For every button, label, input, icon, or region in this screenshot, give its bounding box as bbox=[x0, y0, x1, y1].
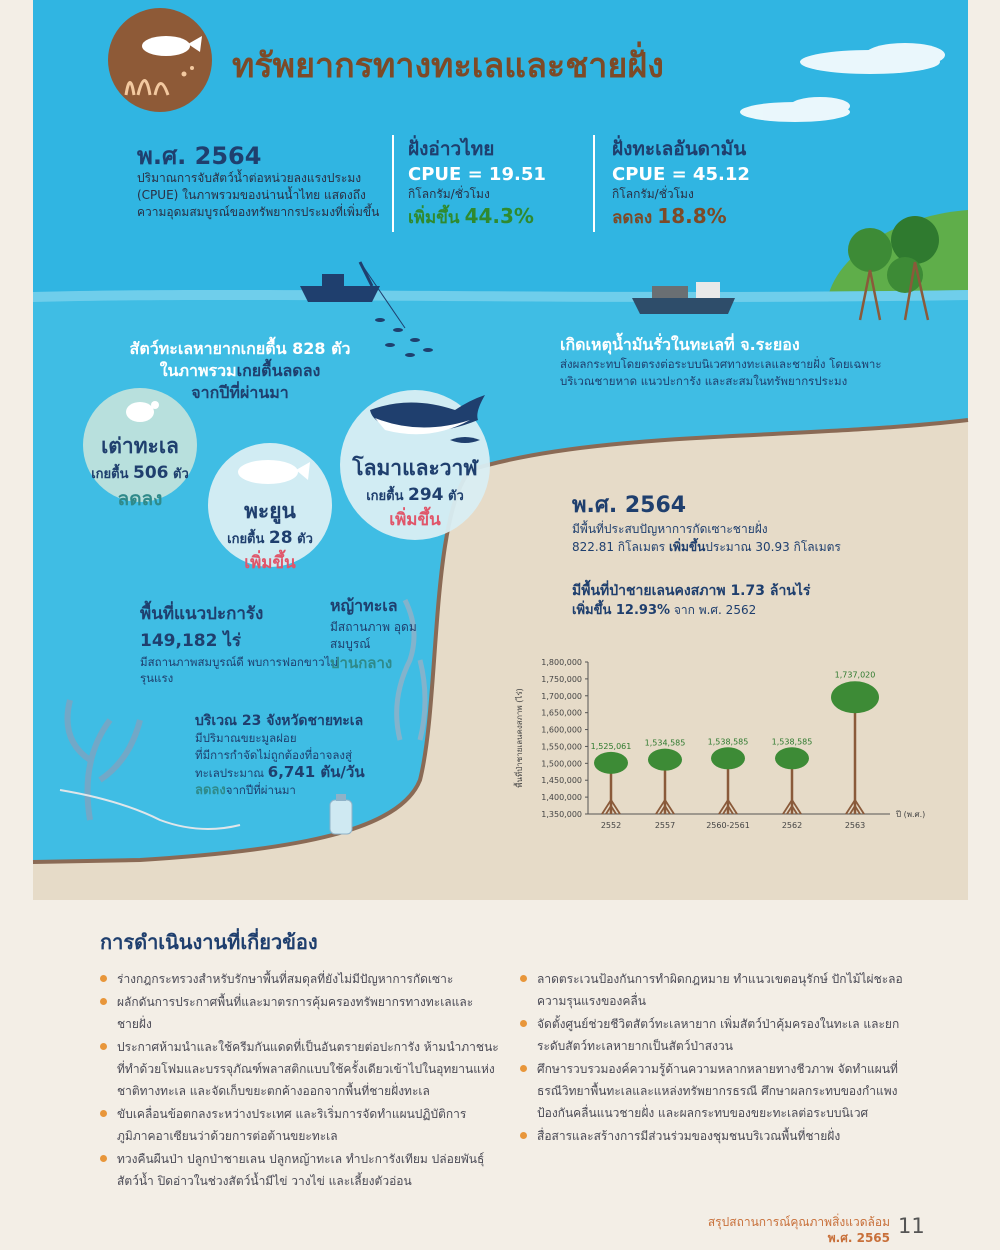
bullet-icon bbox=[100, 1043, 107, 1050]
cpue-description: ปริมาณการจับสัตว์น้ำต่อหน่วยลงแรงประมง (CPUE) ในภาพรวมของน่านน้ำไทย แสดงถึงความอุดมสมบูรณ์ของทรัพยากรประมงที่เพิ่มขึ้น bbox=[137, 171, 380, 219]
operations-item bbox=[100, 1148, 500, 1192]
waste-line4-prefix: ทะเลประมาณ bbox=[195, 766, 265, 780]
whale-name: โลมาและวาฬ bbox=[352, 456, 478, 480]
bullet-icon bbox=[100, 1155, 107, 1162]
marine-title-line3: จากปีที่ผ่านมา bbox=[191, 383, 289, 402]
coral-block bbox=[140, 600, 340, 686]
y-tick-label: 1,750,000 bbox=[541, 674, 582, 684]
y-tick-label: 1,800,000 bbox=[541, 658, 582, 667]
operations-item-text: ทวงคืนผืนป่า ปลูกป่าชายเลน ปลูกหญ้าทะเล ทำปะการังเทียม ปล่อยพันธุ์สัตว์น้ำ ปิดอ่าวในช่วงสัตว์น้ำมีไข่ วางไข่ และเลี้ยงตัวอ่อน bbox=[117, 1152, 485, 1188]
dugong-name: พะยูน bbox=[244, 499, 296, 523]
waste-line3: ที่มีการกำจัดไม่ถูกต้องที่อาจลงสู่ bbox=[195, 748, 353, 762]
waste-value: 6,741 ตัน/วัน bbox=[267, 763, 365, 781]
operations-title: การดำเนินงานที่เกี่ยวข้อง bbox=[100, 930, 318, 954]
mangrove-increase: เพิ่มขึ้น 12.93% bbox=[572, 603, 671, 618]
y-tick-label: 1,500,000 bbox=[541, 759, 582, 769]
waste-block bbox=[195, 713, 415, 799]
erosion-increase: เพิ่มขึ้น bbox=[668, 540, 706, 554]
operations-item bbox=[520, 1058, 920, 1124]
operations-item bbox=[520, 1013, 920, 1057]
seagrass-level: ปานกลาง bbox=[330, 654, 393, 672]
bar-value-label: 1,538,585 bbox=[707, 737, 749, 747]
whale-trend: เพิ่มขึ้น bbox=[389, 510, 441, 530]
waste-line2: มีปริมาณขยะมูลฝอย bbox=[195, 731, 297, 745]
operations-item-text: ร่างกฎกระทรวงสำหรับรักษาพื้นที่สมดุลที่ยังไม่มีปัญหาการกัดเซาะ bbox=[117, 972, 454, 986]
seagrass-desc: มีสถานภาพ อุดมสมบูรณ์ bbox=[330, 620, 417, 651]
dugong-trend: เพิ่มขึ้น bbox=[244, 553, 296, 573]
turtle-label bbox=[83, 430, 197, 514]
seagrass-label: หญ้าทะเล bbox=[330, 596, 398, 615]
x-tick-label: 2562 bbox=[781, 821, 803, 830]
seagrass-block bbox=[330, 594, 440, 673]
turtle-count-suffix: ตัว bbox=[173, 467, 189, 482]
y-tick-label: 1,700,000 bbox=[541, 691, 582, 701]
operations-item bbox=[100, 1103, 500, 1147]
mangrove-canopy bbox=[648, 749, 682, 771]
erosion-line1: มีพื้นที่ประสบปัญหาการกัดเซาะชายฝั่ง bbox=[572, 522, 768, 536]
gulf-change-value: 44.3% bbox=[464, 204, 534, 228]
bullet-icon bbox=[520, 1132, 527, 1139]
turtle-name: เต่าทะเล bbox=[101, 434, 179, 458]
marine-title-line2a: ในภาพรวม bbox=[159, 361, 237, 380]
operations-left-list bbox=[100, 968, 500, 1193]
bullet-icon bbox=[100, 1110, 107, 1117]
operations-item-text: ขับเคลื่อนข้อตกลงระหว่างประเทศ และริเริ่มการจัดทำแผนปฏิบัติการภูมิภาคอาเซียนว่าด้วยการต่อต้านขยะทะเล bbox=[117, 1107, 467, 1143]
x-tick-label: 2552 bbox=[600, 821, 622, 830]
mangrove-block bbox=[572, 582, 912, 620]
operations-item-text: สื่อสารและสร้างการมีส่วนร่วมของชุมชนบริเวณพื้นที่ชายฝั่ง bbox=[537, 1129, 841, 1143]
page-title: ทรัพยากรทางทะเลและชายฝั่ง bbox=[232, 46, 664, 86]
operations-item-text: ศึกษารวบรวมองค์ความรู้ด้านความหลากหลายทางชีวภาพ จัดทำแผนที่ธรณีวิทยาพื้นทะเลและแหล่งทรัพยากรธรณี ศึกษาผลกระทบของกำแพงป้องกันคลื่นแนวชายฝั่ง และผลกระทบของขยะทะเลต่อระบบนิเวศ bbox=[537, 1062, 898, 1120]
gulf-title: ฝั่งอ่าวไทย bbox=[408, 138, 495, 160]
y-tick-label: 1,450,000 bbox=[541, 776, 582, 786]
whale-count-suffix: ตัว bbox=[448, 489, 464, 504]
dugong-count-prefix: เกยตื้น bbox=[227, 532, 265, 547]
erosion-amount: ประมาณ 30.93 กิโลเมตร bbox=[705, 540, 841, 554]
bullet-icon bbox=[520, 1065, 527, 1072]
dugong-count: 28 bbox=[268, 528, 293, 548]
coral-label: พื้นที่แนวปะการัง bbox=[140, 604, 264, 624]
turtle-trend: ลดลง bbox=[117, 488, 163, 510]
page-number: 11 bbox=[898, 1214, 925, 1238]
operations-item-text: จัดตั้งศูนย์ช่วยชีวิตสัตว์ทะเลหายาก เพิ่มสัตว์ป่าคุ้มครองในทะเล และยกระดับสัตว์ทะเลหายากเป็นสัตว์ป่าสงวน bbox=[537, 1017, 900, 1053]
y-tick-label: 1,550,000 bbox=[541, 742, 582, 752]
mangrove-canopy bbox=[831, 681, 879, 713]
y-tick-label: 1,400,000 bbox=[541, 793, 582, 803]
x-axis-label: ปี (พ.ศ.) bbox=[896, 810, 926, 819]
operations-right-list bbox=[520, 968, 920, 1148]
footer-year: พ.ศ. 2565 bbox=[827, 1231, 890, 1245]
andaman-unit: กิโลกรัม/ชั่วโมง bbox=[612, 187, 694, 201]
gulf-block bbox=[408, 134, 546, 231]
bar-value-label: 1,538,585 bbox=[771, 737, 813, 747]
turtle-count-prefix: เกยตื้น bbox=[91, 467, 129, 482]
mangrove-canopy bbox=[594, 752, 628, 774]
operations-item bbox=[100, 991, 500, 1035]
dugong-label bbox=[208, 495, 332, 576]
mangrove-since: จาก พ.ศ. 2562 bbox=[673, 603, 757, 617]
oil-spill-title: เกิดเหตุน้ำมันรั่วในทะเลที่ จ.ระยอง bbox=[560, 335, 800, 354]
y-tick-label: 1,600,000 bbox=[541, 725, 582, 735]
operations-item-text: ประกาศห้ามนำและใช้ครีมกันแดดที่เป็นอันตรายต่อปะการัง ห้ามนำภาชนะที่ทำด้วยโฟมและบรรจุภัณฑ์พลาสติกแบบใช้ครั้งเดียวเข้าไปในอุทยานแห่งชาติทางทะเล และจัดเก็บขยะตกค้างออกจากพื้นที่ชายฝั่งทะเล bbox=[117, 1040, 499, 1098]
waste-heading: บริเวณ 23 จังหวัดชายทะเล bbox=[195, 713, 364, 729]
andaman-title: ฝั่งทะเลอันดามัน bbox=[612, 138, 747, 160]
marine-animals-title bbox=[100, 338, 380, 404]
gulf-change-label: เพิ่มขึ้น bbox=[408, 208, 460, 228]
x-tick-label: 2560-2561 bbox=[706, 821, 750, 830]
andaman-change-label: ลดลง bbox=[612, 208, 653, 228]
whale-label bbox=[345, 452, 485, 533]
bullet-icon bbox=[520, 1020, 527, 1027]
waste-trend: ลดลง bbox=[195, 783, 226, 798]
mangrove-line1: มีพื้นที่ป่าชายเลนคงสภาพ 1.73 ล้านไร่ bbox=[572, 583, 811, 599]
bullet-icon bbox=[520, 975, 527, 982]
gulf-cpue: CPUE = 19.51 bbox=[408, 164, 546, 185]
bullet-icon bbox=[100, 998, 107, 1005]
bar-value-label: 1,525,061 bbox=[590, 741, 632, 751]
operations-item-text: ผลักดันการประกาศพื้นที่และมาตรการคุ้มครองทรัพยากรทางทะเลและชายฝั่ง bbox=[117, 995, 474, 1031]
mangrove-canopy bbox=[775, 747, 809, 769]
marine-title-line1: สัตว์ทะเลหายากเกยตื้น 828 ตัว bbox=[129, 339, 351, 358]
whale-count-prefix: เกยตื้น bbox=[366, 489, 404, 504]
oil-spill-desc: ส่งผลกระทบโดยตรงต่อระบบนิเวศทางทะเลและชายฝั่ง โดยเฉพาะบริเวณชายหาด แนวปะการัง และสะสมในทรัพยากรประมง bbox=[560, 357, 882, 388]
bullet-icon bbox=[100, 975, 107, 982]
andaman-block bbox=[612, 134, 750, 231]
dugong-icon bbox=[108, 8, 212, 112]
operations-item-text: ลาดตระเวนป้องกันการทำผิดกฎหมาย ทำแนวเขตอนุรักษ์ ปักไม้ไผ่ชะลอความรุนแรงของคลื่น bbox=[537, 972, 903, 1008]
plastic-bottle-icon bbox=[330, 794, 352, 834]
x-tick-label: 2557 bbox=[654, 821, 676, 830]
bar-value-label: 1,737,020 bbox=[834, 670, 876, 680]
gulf-unit: กิโลกรัม/ชั่วโมง bbox=[408, 187, 490, 201]
coral-value: 149,182 ไร่ bbox=[140, 631, 242, 651]
turtle-count: 506 bbox=[133, 463, 169, 483]
erosion-block bbox=[572, 520, 912, 556]
y-tick-label: 1,650,000 bbox=[541, 708, 582, 718]
y-tick-label: 1,350,000 bbox=[541, 810, 582, 819]
cpue-year: พ.ศ. 2564 bbox=[137, 142, 262, 170]
dugong-count-suffix: ตัว bbox=[297, 532, 313, 547]
andaman-change-value: 18.8% bbox=[657, 204, 727, 228]
x-tick-label: 2563 bbox=[844, 821, 866, 830]
y-axis-label: พื้นที่ป่าชายเลนคงสภาพ (ไร่) bbox=[515, 688, 524, 788]
mangrove-canopy bbox=[711, 747, 745, 769]
operations-item bbox=[100, 968, 500, 990]
whale-count: 294 bbox=[408, 485, 444, 505]
andaman-cpue: CPUE = 45.12 bbox=[612, 164, 750, 185]
coral-desc: มีสถานภาพสมบูรณ์ดี พบการฟอกขาวไม่รุนแรง bbox=[140, 655, 338, 685]
operations-item bbox=[100, 1036, 500, 1102]
footer-source: สรุปสถานการณ์คุณภาพสิ่งแวดล้อม bbox=[707, 1215, 890, 1229]
erosion-value: 822.81 กิโลเมตร bbox=[572, 540, 666, 554]
operations-item bbox=[520, 968, 920, 1012]
bar-value-label: 1,534,585 bbox=[644, 738, 686, 748]
marine-title-line2b: เกยตื้นลดลง bbox=[236, 361, 321, 380]
coast-year: พ.ศ. 2564 bbox=[572, 493, 687, 518]
waste-trend-suffix: จากปีที่ผ่านมา bbox=[225, 783, 296, 797]
operations-item bbox=[520, 1125, 920, 1147]
